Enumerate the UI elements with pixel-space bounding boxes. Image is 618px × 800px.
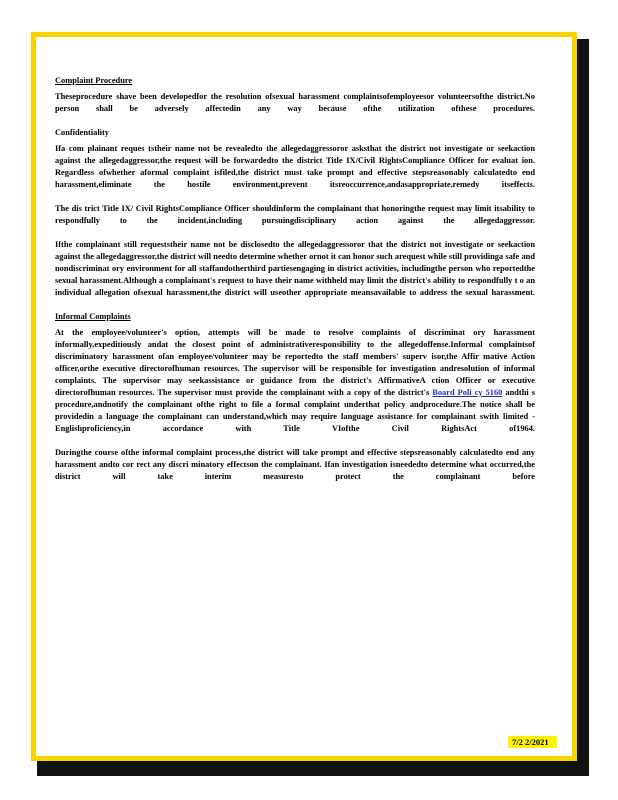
informal-complaints-paragraph-2: Duringthe course ofthe informal complaint process,the district will take prompt and effective stepsreasonably calculatedto end any harassment andto cor rect any discri minatory effectson the complainant. Ifan investigation isneededto determine what occurred,the district will take interim measuresto protect the complainant before xyxy=(55,448,535,481)
document-page xyxy=(31,32,577,761)
informal-complaints-paragraph-1: At the employee/volunteer's option, attempts will be made to resolve complaints of discriminat ory harassment informally,expeditiously andat the closest point of administrativeresponsibility to the allegedoffense.Informal complaintsof discriminatory harassment ofan employee/volunteer may be reportedto the staff members' superv isor,the Affir mative Action officer,orthe executive directorofhuman resources. The supervisor will be responsible for investigation andresolution of informal complaints. The supervisor may seekassistance or guidance from the district's AffirmativeA ction Officer or executive directorofhuman resources. The supervisor must provide the complainant with a copy of the district's Board Poli cy 5160 andthi s procedure,andnotify the complainant ofthe right to file a formal complaint underthat policy andprocedure.The notice shall be providedin a language the complainant can understand,which may require language assistance for complainant swith limited - Englishproficiency,in accordance with Title VIofthe Civil RightsAct of1964. xyxy=(55,328,535,433)
complaint-procedure-heading: Complaint Procedure xyxy=(55,76,133,85)
informal-complaints-heading: Informal Complaints xyxy=(55,312,131,321)
revision-date: 7/2 2/2021 xyxy=(508,736,557,748)
confidentiality-heading: Confidentiality xyxy=(55,128,109,137)
document-body xyxy=(55,75,535,495)
confidentiality-paragraph-2: The dis trict Title IX/ Civil RightsCompliance Officer shouldinform the complainant that honoringthe request may limit itsability to respondfully to the incident,including pursuingdisciplinary action against the allegedaggressor. xyxy=(55,204,535,225)
confidentiality-paragraph-1: Ifa com plainant reques tstheir name not be revealedto the allegedaggressoror asksthat the district not investigate or seekaction against the allegedaggressor,the request will be forwardedto the district Title IX/Civil RightsCompliance Officer for evaluat ion. Regardless ofwhether aformal complaint isfiled,the district must take prompt and effective stepsreasonably calculatedto end harassment,eliminate the hostile environment,prevent itsreoccurrence,andasappropriate,remedy itseffects. xyxy=(55,144,535,189)
complaint-procedure-paragraph: Theseprocedure shave been developedfor the resolution ofsexual harassment complaintsofemployeesor volunteersofthe district.No person shall be adversely affectedin any way because ofthe utilization ofthese procedures. xyxy=(55,92,535,113)
board-policy-link[interactable]: Board Poli cy 5160 xyxy=(432,388,503,397)
confidentiality-paragraph-3: Ifthe complainant still requeststheir name not be disclosedto the allegedaggressoror that the district not investigate or seekaction against the allegedaggressor,the district will needto determine whether ornot it can honor such arequest while still providinga safe and nondiscriminat ory environment for all staffandotherthird partiesengaging in district activities, includingthe person who reportedthe sexual harassment.Although a complainant's request to have their name withheld may limit the district's ability to respondfully t o an individual allegation ofsexual harassment,the district will useother appropriate meansavailable to address the sexual harassment. xyxy=(55,240,535,297)
